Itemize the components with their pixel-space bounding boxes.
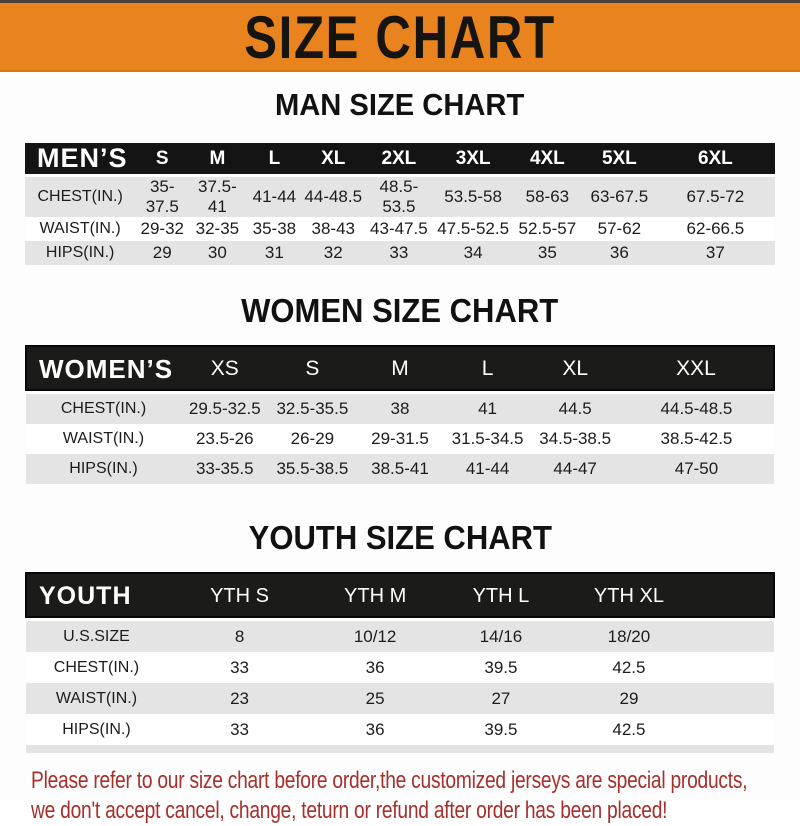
youth-cell-3-3: 42.5 — [564, 714, 694, 745]
youth-data-row-3 — [26, 714, 774, 745]
men-cell-1-5: 47.5-52.5 — [435, 217, 512, 241]
men-col-header-2: L — [246, 143, 304, 176]
youth-cell-0-2: 14/16 — [438, 620, 564, 653]
youth-bottom-strip — [26, 745, 774, 753]
women-cell-1-1: 26-29 — [269, 424, 357, 454]
women-cell-0-4: 44.5 — [531, 393, 619, 425]
women-cell-0-2: 38 — [356, 393, 444, 425]
women-cell-2-3: 41-44 — [444, 454, 532, 484]
men-cell-1-7: 57-62 — [583, 217, 656, 241]
women-col-header-5: XXL — [619, 346, 774, 393]
youth-col-header-3: YTH XL — [564, 573, 694, 620]
men-row-label-2: HIPS(IN.) — [25, 241, 135, 265]
youth-cell-filler-2 — [694, 683, 774, 714]
youth-cell-3-1: 36 — [312, 714, 438, 745]
women-cell-2-1: 35.5-38.5 — [269, 454, 357, 484]
women-col-header-1: S — [269, 346, 357, 393]
women-cell-0-5: 44.5-48.5 — [619, 393, 774, 425]
women-row-label-0: CHEST(IN.) — [26, 393, 181, 425]
women-cell-1-4: 34.5-38.5 — [531, 424, 619, 454]
men-cell-1-8: 62-66.5 — [656, 217, 775, 241]
youth-cell-1-0: 33 — [167, 652, 312, 683]
youth-table-title: YOUTH — [26, 573, 167, 620]
men-cell-0-1: 37.5-41 — [189, 176, 245, 218]
men-col-header-3: XL — [303, 143, 363, 176]
youth-cell-3-2: 39.5 — [438, 714, 564, 745]
men-row-label-1: WAIST(IN.) — [25, 217, 135, 241]
men-size-table — [25, 143, 775, 265]
youth-section-heading — [0, 519, 800, 557]
men-col-header-1: M — [189, 143, 245, 176]
men-cell-2-5: 34 — [435, 241, 512, 265]
men-col-header-7: 5XL — [583, 143, 656, 176]
youth-col-header-0: YTH S — [167, 573, 312, 620]
youth-cell-filler-0 — [694, 620, 774, 653]
youth-col-header-1: YTH M — [312, 573, 438, 620]
men-cell-1-0: 29-32 — [135, 217, 189, 241]
men-col-header-6: 4XL — [512, 143, 583, 176]
youth-cell-3-0: 33 — [167, 714, 312, 745]
youth-cell-0-0: 8 — [167, 620, 312, 653]
youth-table-header — [26, 573, 774, 620]
youth-cell-2-1: 25 — [312, 683, 438, 714]
youth-col-header-filler — [694, 573, 774, 620]
men-col-header-0: S — [135, 143, 189, 176]
women-data-row-0 — [26, 393, 774, 425]
youth-table-footer-strip — [26, 745, 774, 753]
youth-header-row — [26, 573, 774, 620]
youth-table-body — [26, 620, 774, 746]
banner — [0, 0, 800, 72]
men-cell-1-3: 38-43 — [303, 217, 363, 241]
youth-row-label-2: WAIST(IN.) — [26, 683, 167, 714]
women-cell-0-3: 41 — [444, 393, 532, 425]
youth-data-row-1 — [26, 652, 774, 683]
women-cell-1-5: 38.5-42.5 — [619, 424, 774, 454]
men-cell-1-4: 43-47.5 — [363, 217, 434, 241]
disclaimer-line-1: Please refer to our size chart before order,the customized jerseys are special products, — [31, 767, 748, 794]
man-section-heading-text: MAN SIZE CHART — [275, 87, 525, 122]
youth-cell-filler-1 — [694, 652, 774, 683]
youth-row-label-3: HIPS(IN.) — [26, 714, 167, 745]
women-col-header-2: M — [356, 346, 444, 393]
youth-row-label-0: U.S.SIZE — [26, 620, 167, 653]
men-cell-2-7: 36 — [583, 241, 656, 265]
men-cell-1-2: 35-38 — [246, 217, 304, 241]
man-section-heading — [0, 87, 800, 123]
women-size-table — [25, 345, 775, 484]
women-cell-1-0: 23.5-26 — [181, 424, 269, 454]
youth-data-row-2 — [26, 683, 774, 714]
women-cell-1-3: 31.5-34.5 — [444, 424, 532, 454]
youth-cell-1-3: 42.5 — [564, 652, 694, 683]
women-cell-2-2: 38.5-41 — [356, 454, 444, 484]
men-cell-2-0: 29 — [135, 241, 189, 265]
men-cell-2-2: 31 — [246, 241, 304, 265]
men-cell-2-8: 37 — [656, 241, 775, 265]
men-cell-0-3: 44-48.5 — [303, 176, 363, 218]
women-cell-0-1: 32.5-35.5 — [269, 393, 357, 425]
women-row-label-1: WAIST(IN.) — [26, 424, 181, 454]
men-cell-0-8: 67.5-72 — [656, 176, 775, 218]
youth-cell-1-2: 39.5 — [438, 652, 564, 683]
men-table-body — [25, 176, 775, 266]
men-table-header — [25, 143, 775, 176]
men-cell-1-1: 32-35 — [189, 217, 245, 241]
men-data-row-0 — [25, 176, 775, 218]
men-data-row-2 — [25, 241, 775, 265]
women-header-row — [26, 346, 774, 393]
youth-row-label-1: CHEST(IN.) — [26, 652, 167, 683]
men-data-row-1 — [25, 217, 775, 241]
men-cell-2-3: 32 — [303, 241, 363, 265]
disclaimer-line-2: we don't accept cancel, change, teturn or refund after order has been placed! — [31, 797, 668, 824]
men-cell-0-7: 63-67.5 — [583, 176, 656, 218]
order-disclaimer — [0, 766, 800, 826]
youth-cell-filler-3 — [694, 714, 774, 745]
women-col-header-3: L — [444, 346, 532, 393]
women-table-body — [26, 393, 774, 485]
women-cell-0-0: 29.5-32.5 — [181, 393, 269, 425]
youth-data-row-0 — [26, 620, 774, 653]
page-title: SIZE CHART — [244, 3, 556, 71]
men-cell-2-6: 35 — [512, 241, 583, 265]
men-col-header-4: 2XL — [363, 143, 434, 176]
women-section-heading — [0, 292, 800, 330]
men-table-title: MEN’S — [25, 143, 135, 176]
men-cell-0-5: 53.5-58 — [435, 176, 512, 218]
youth-cell-0-1: 10/12 — [312, 620, 438, 653]
women-data-row-1 — [26, 424, 774, 454]
men-row-label-0: CHEST(IN.) — [25, 176, 135, 218]
men-cell-0-6: 58-63 — [512, 176, 583, 218]
women-col-header-0: XS — [181, 346, 269, 393]
women-cell-2-0: 33-35.5 — [181, 454, 269, 484]
youth-cell-1-1: 36 — [312, 652, 438, 683]
men-cell-2-1: 30 — [189, 241, 245, 265]
women-cell-1-2: 29-31.5 — [356, 424, 444, 454]
youth-size-table — [25, 572, 775, 753]
men-header-row — [25, 143, 775, 176]
women-col-header-4: XL — [531, 346, 619, 393]
men-cell-0-4: 48.5-53.5 — [363, 176, 434, 218]
youth-section-heading-text: YOUTH SIZE CHART — [248, 519, 552, 556]
men-cell-2-4: 33 — [363, 241, 434, 265]
women-table-title: WOMEN’S — [26, 346, 181, 393]
women-table-header — [26, 346, 774, 393]
men-col-header-5: 3XL — [435, 143, 512, 176]
men-col-header-8: 6XL — [656, 143, 775, 176]
women-row-label-2: HIPS(IN.) — [26, 454, 181, 484]
women-section-heading-text: WOMEN SIZE CHART — [241, 292, 559, 329]
youth-col-header-2: YTH L — [438, 573, 564, 620]
youth-cell-2-3: 29 — [564, 683, 694, 714]
youth-cell-2-2: 27 — [438, 683, 564, 714]
men-cell-0-2: 41-44 — [246, 176, 304, 218]
youth-cell-0-3: 18/20 — [564, 620, 694, 653]
men-cell-1-6: 52.5-57 — [512, 217, 583, 241]
women-data-row-2 — [26, 454, 774, 484]
men-cell-0-0: 35-37.5 — [135, 176, 189, 218]
youth-cell-2-0: 23 — [167, 683, 312, 714]
women-cell-2-4: 44-47 — [531, 454, 619, 484]
women-cell-2-5: 47-50 — [619, 454, 774, 484]
